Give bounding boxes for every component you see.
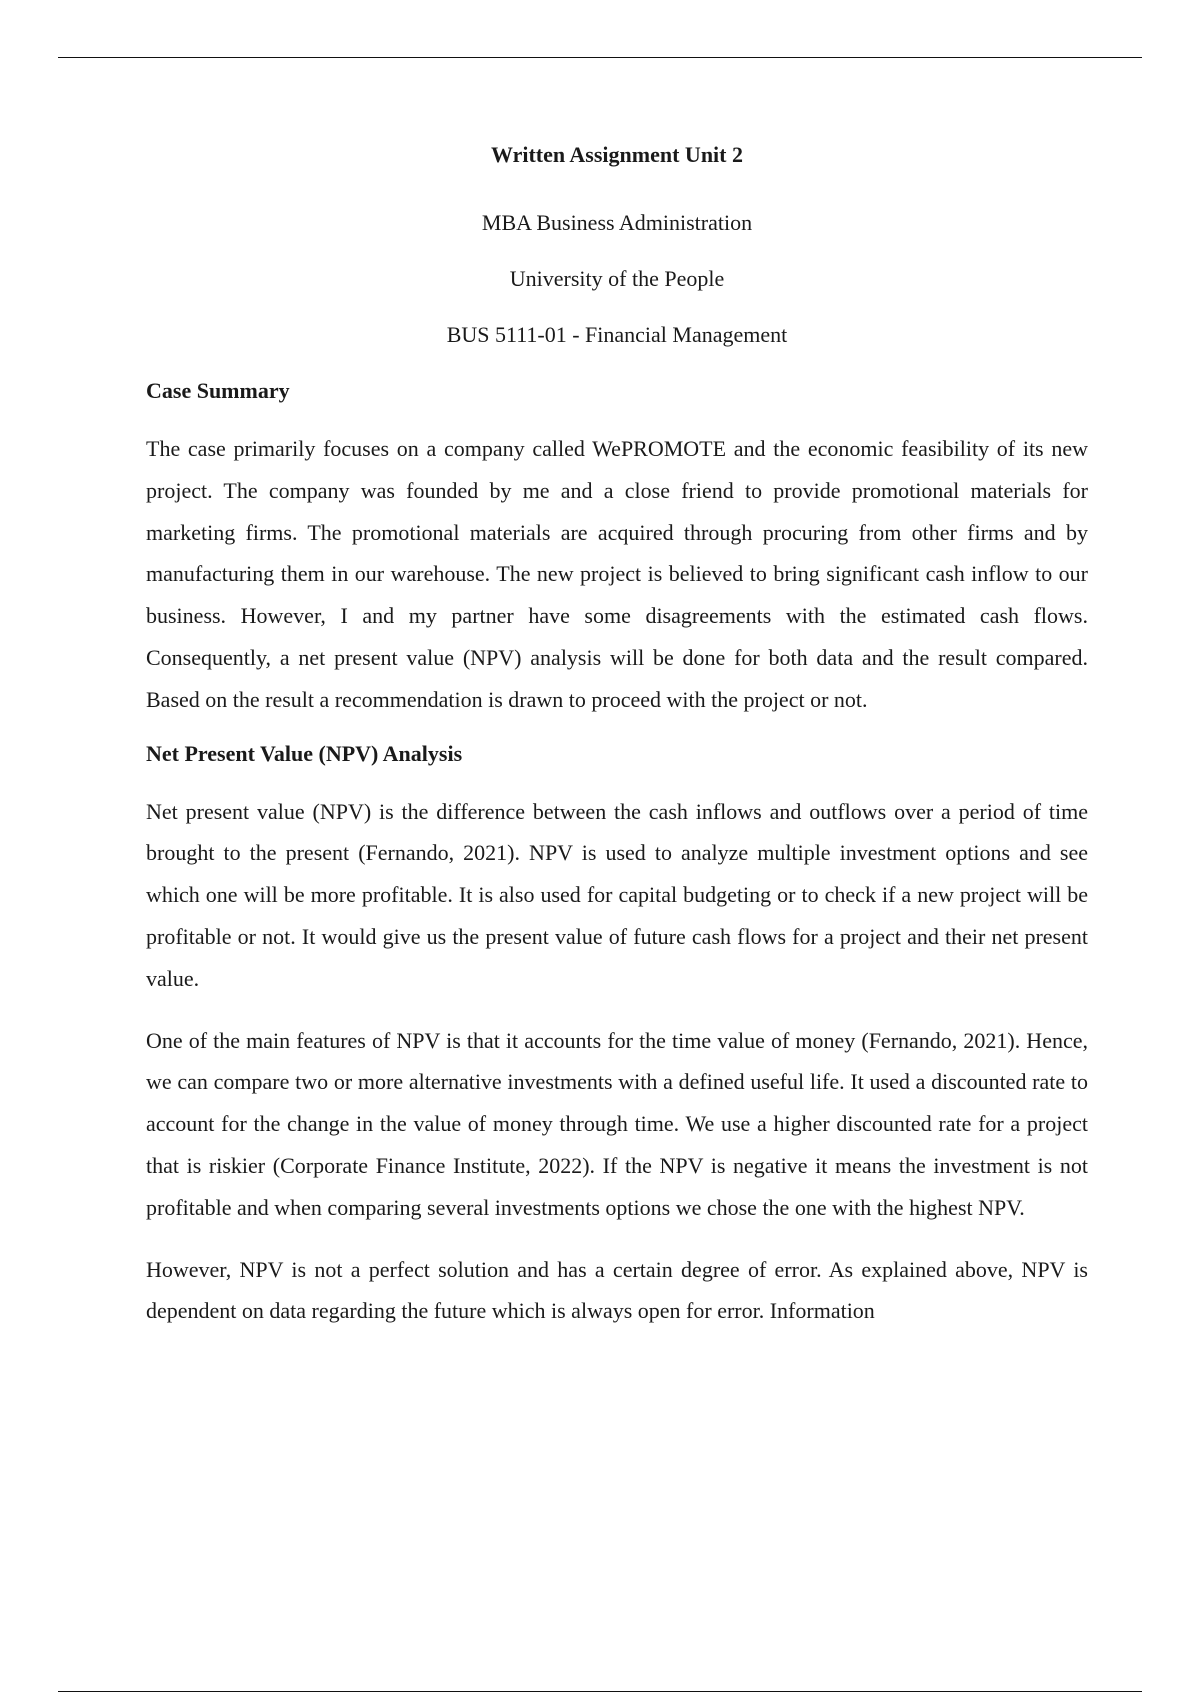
document-page bbox=[146, 140, 1088, 1332]
case-summary-heading: Case Summary bbox=[146, 378, 290, 403]
npv-paragraph-2: One of the main features of NPV is that it accounts for the time value of money (Fernando, 2021). Hence, we can compare two or more alternative investments with a defined useful life. It used a discounted rate to account for the change in the value of money through time. We use a higher discounted rate for a project that is riskier (Corporate Finance Institute, 2022). If the NPV is negative it means the investment is not profitable and when comparing several investments options we chose the one with the highest NPV. bbox=[146, 1027, 1088, 1220]
page-top-rule bbox=[58, 57, 1142, 58]
page-bottom-rule bbox=[58, 1691, 1142, 1692]
program-name: MBA Business Administration bbox=[481, 210, 753, 235]
course-name: BUS 5111-01 - Financial Management bbox=[446, 322, 788, 347]
npv-paragraph-1: Net present value (NPV) is the difference between the cash inflows and outflows over a period of time brought to the present (Fernando, 2021). NPV is used to analyze multiple investment options and see which one will be more profitable. It is also used for capital budgeting or to check if a new project will be profitable or not. It would give us the present value of future cash flows for a project and their net present value. bbox=[146, 798, 1088, 991]
document-title: Written Assignment Unit 2 bbox=[491, 142, 743, 167]
case-summary-paragraph: The case primarily focuses on a company called WePROMOTE and the economic feasibility of its new project. The company was founded by me and a close friend to provide promotional materials for marketing firms. The promotional materials are acquired through procuring from other firms and by manufacturing them in our warehouse. The new project is believed to bring significant cash inflow to our business. However, I and my partner have some disagreements with the estimated cash flows. Consequently, a net present value (NPV) analysis will be done for both data and the result compared. Based on the result a recommendation is drawn to proceed with the project or not. bbox=[146, 436, 1088, 712]
institution-name: University of the People bbox=[509, 266, 725, 291]
npv-analysis-heading: Net Present Value (NPV) Analysis bbox=[146, 740, 463, 766]
npv-paragraph-3: However, NPV is not a perfect solution and has a certain degree of error. As explained above, NPV is dependent on data regarding the future which is always open for error. Information bbox=[146, 1256, 1088, 1324]
